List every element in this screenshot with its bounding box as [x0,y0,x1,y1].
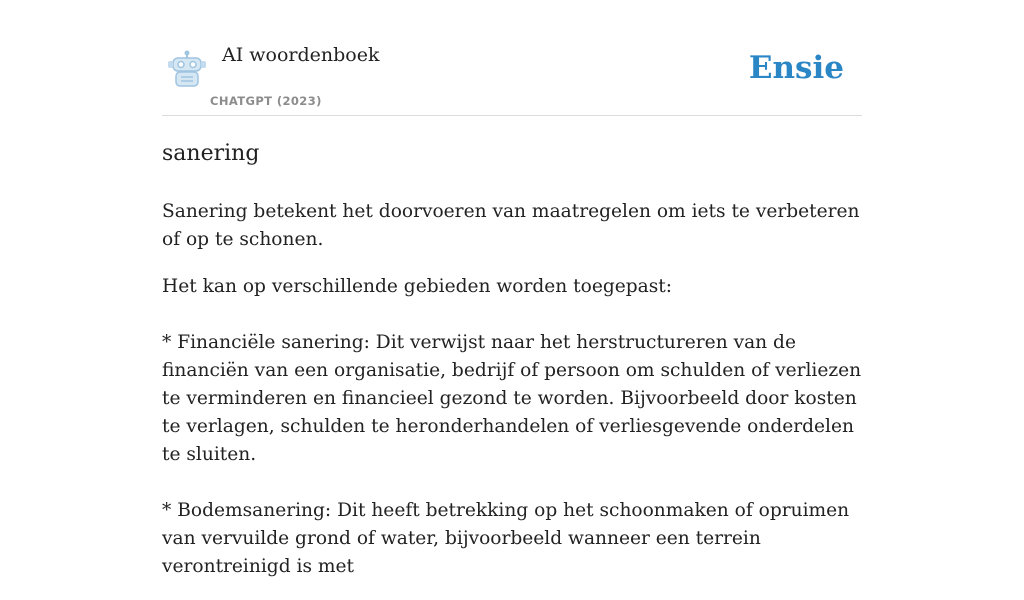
dictionary-title: AI woordenboek [222,44,380,66]
entry-content [162,134,862,600]
entry-details: Het kan op verschillende gebieden worden toegepast: * Financiële sanering: Dit verwijst naar het herstructureren van de financiën van een organisatie, bedrijf of persoon om schulden of verliezen te verminderen en financieel gezond te worden. Bijvoorbeeld door kosten te verlagen, schulden te heronderhandelen of verliesgevende onderdelen te sluiten. * Bodemsanering: Dit heeft betrekking op het schoonmaken of opruimen van vervuilde grond of water, bijvoorbeeld wanneer een terrein verontreinigd is met [162,276,862,577]
entry-term: sanering [162,141,260,166]
dictionary-source: CHATGPT (2023) [210,94,322,108]
entry-definition: Sanering betekent het doorvoeren van maatregelen om iets te verbeteren of op te schonen. [162,201,860,250]
robot-icon [166,50,208,90]
brand-logo-link[interactable]: Ensie [748,50,844,86]
dictionary-header [162,0,862,116]
